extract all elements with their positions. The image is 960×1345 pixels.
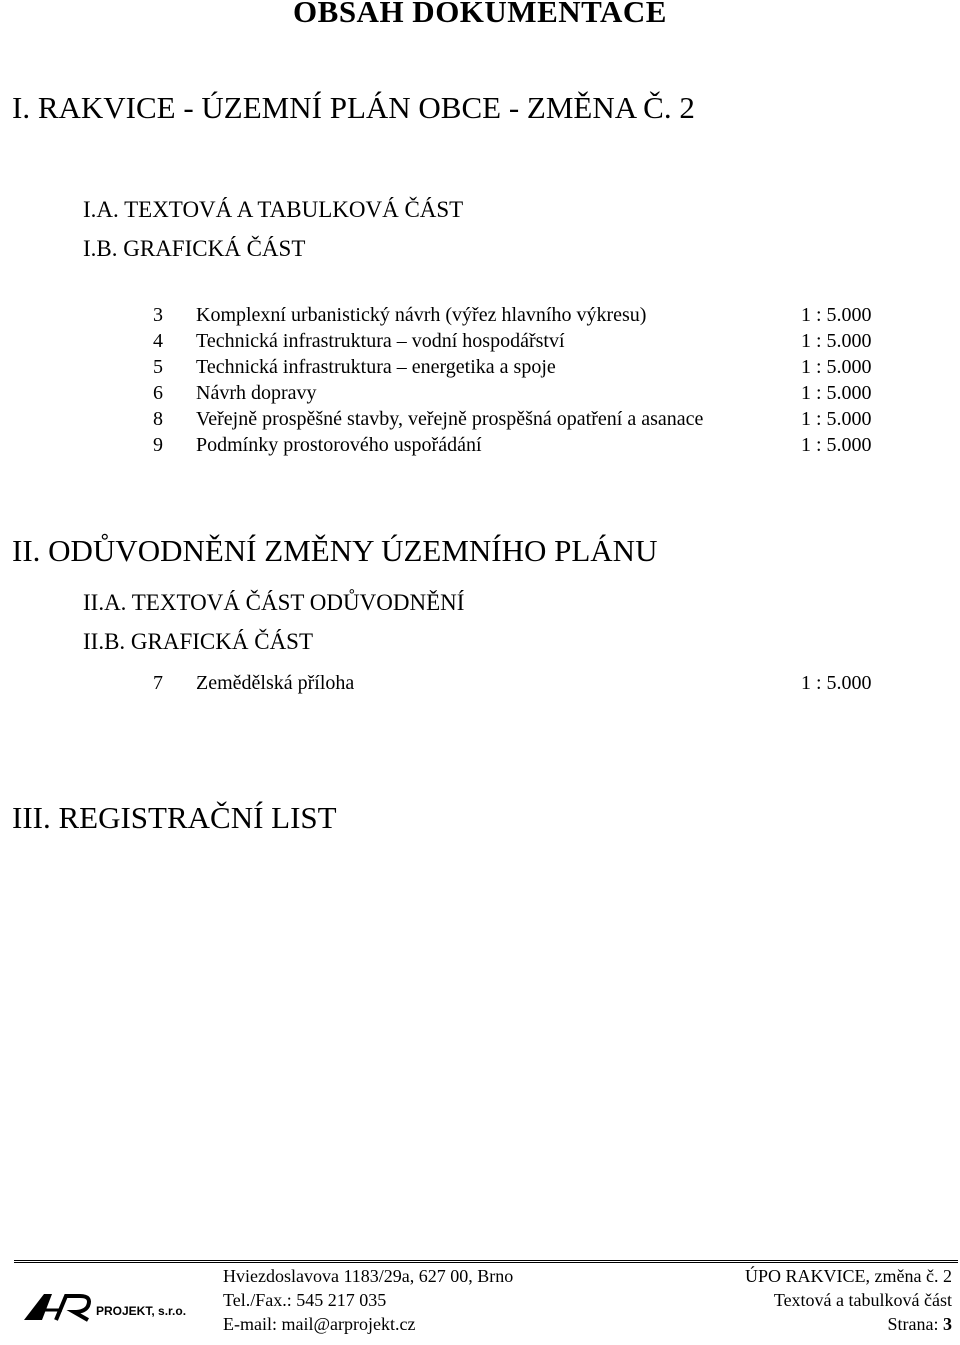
part2-heading: II. ODŮVODNĚNÍ ZMĚNY ÚZEMNÍHO PLÁNU — [12, 533, 658, 568]
document-title: OBSAH DOKUMENTACE — [293, 0, 667, 29]
drawing-scale: 1 : 5.000 — [801, 672, 872, 694]
drawing-number: 7 — [153, 672, 163, 694]
part2-sub-b: II.B. GRAFICKÁ ČÁST — [83, 629, 314, 654]
logo-company-text: PROJEKT, s.r.o. — [96, 1304, 187, 1318]
drawing-name: Komplexní urbanistický návrh (výřez hlavního výkresu) — [196, 304, 647, 326]
drawing-number: 8 — [153, 408, 163, 430]
drawing-name: Technická infrastruktura – energetika a spoje — [196, 356, 556, 378]
footer-address: Hviezdoslavova 1183/29a, 627 00, Brno — [223, 1266, 514, 1286]
drawing-name: Technická infrastruktura – vodní hospodářství — [196, 330, 565, 352]
drawing-scale: 1 : 5.000 — [801, 434, 872, 456]
footer-page-label: Strana: — [887, 1314, 939, 1334]
drawing-number: 9 — [153, 434, 163, 456]
drawing-number: 4 — [153, 330, 163, 352]
drawing-row — [0, 356, 960, 382]
drawing-scale: 1 : 5.000 — [801, 330, 872, 352]
part1-sub-a: I.A. TEXTOVÁ A TABULKOVÁ ČÁST — [83, 197, 464, 222]
drawing-name: Návrh dopravy — [196, 382, 317, 404]
drawing-row — [0, 382, 960, 408]
footer-email: E-mail: mail@arprojekt.cz — [223, 1314, 416, 1334]
drawing-name: Veřejně prospěšné stavby, veřejně prospěšná opatření a asanace — [196, 408, 704, 430]
drawing-scale: 1 : 5.000 — [801, 382, 872, 404]
drawing-row — [0, 330, 960, 356]
drawing-scale: 1 : 5.000 — [801, 356, 872, 378]
drawing-row — [0, 408, 960, 434]
drawing-row — [0, 434, 960, 460]
part2-sub-a: II.A. TEXTOVÁ ČÁST ODŮVODNĚNÍ — [83, 590, 465, 615]
drawing-number: 6 — [153, 382, 163, 404]
drawing-name: Zemědělská příloha — [196, 672, 355, 694]
drawing-scale: 1 : 5.000 — [801, 304, 872, 326]
ar-logo-icon — [22, 1288, 102, 1328]
part3-heading: III. REGISTRAČNÍ LIST — [12, 800, 337, 835]
drawing-name: Podmínky prostorového uspořádání — [196, 434, 482, 456]
footer-page-number: 3 — [943, 1314, 952, 1334]
drawing-number: 5 — [153, 356, 163, 378]
footer-page — [888, 1314, 953, 1335]
drawing-row — [0, 672, 960, 698]
footer-section: Textová a tabulková část — [773, 1290, 952, 1310]
part1-heading: I. RAKVICE - ÚZEMNÍ PLÁN OBCE - ZMĚNA Č. 2 — [12, 90, 695, 125]
footer-project: ÚPO RAKVICE, změna č. 2 — [745, 1266, 952, 1286]
part1-sub-b: I.B. GRAFICKÁ ČÁST — [83, 236, 306, 261]
drawing-number: 3 — [153, 304, 163, 326]
footer-phone: Tel./Fax.: 545 217 035 — [223, 1290, 387, 1310]
drawing-scale: 1 : 5.000 — [801, 408, 872, 430]
drawing-row — [0, 304, 960, 330]
